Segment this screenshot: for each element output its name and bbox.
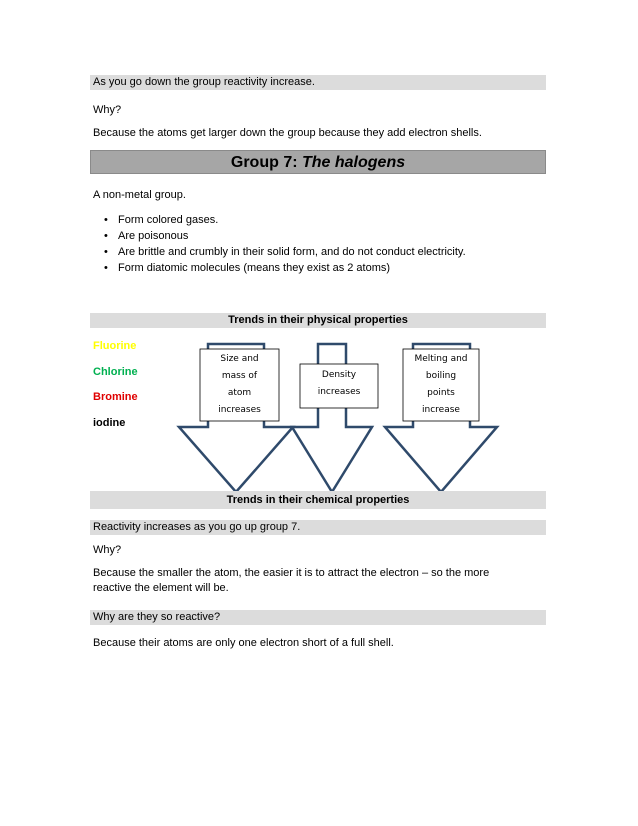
chemical-because-line-2: reactive the element will be. xyxy=(93,582,229,594)
title-prefix: Group 7: xyxy=(230,154,302,171)
list-item: • Are brittle and crumbly in their solid form, and do not conduct electricity. xyxy=(104,246,466,258)
intro-highlight-text: As you go down the group reactivity increase. xyxy=(93,76,315,88)
intro-because: Because the atoms get larger down the group because they add electron shells. xyxy=(93,127,482,139)
bullet-icon: • xyxy=(104,262,108,274)
list-item: • Form diatomic molecules (means they exist as 2 atoms) xyxy=(104,262,391,274)
group-description: A non-metal group. xyxy=(93,189,186,201)
bullet-icon: • xyxy=(104,214,108,226)
chemical-why: Why? xyxy=(93,544,122,556)
list-item: • Are poisonous xyxy=(104,230,189,242)
reactive-question: Why are they so reactive? xyxy=(93,611,221,623)
chemical-properties-heading: Trends in their chemical properties xyxy=(90,491,546,509)
element-iodine: iodine xyxy=(93,417,126,429)
bullet-icon: • xyxy=(104,230,108,242)
element-chlorine: Chlorine xyxy=(93,366,138,378)
intro-why: Why? xyxy=(93,104,122,116)
physical-properties-heading: Trends in their physical properties xyxy=(90,313,546,328)
arrow-label-density: Density increases xyxy=(317,370,361,397)
element-bromine: Bromine xyxy=(93,391,138,403)
chemical-because-line-1: Because the smaller the atom, the easier it is to attract the electron – so the more xyxy=(93,567,490,579)
bullet-icon: • xyxy=(104,246,108,258)
reactive-answer: Because their atoms are only one electron short of a full shell. xyxy=(93,637,394,649)
list-item: • Form colored gases. xyxy=(104,214,219,226)
arrow-label-size: Size and mass of atom increases xyxy=(218,354,261,415)
reactivity-highlight: Reactivity increases as you go up group 7. xyxy=(93,521,301,533)
element-fluorine: Fluorine xyxy=(93,340,137,352)
arrow-label-melting: Melting and boiling points increase xyxy=(414,354,468,415)
title-emphasis: The halogens xyxy=(301,154,406,171)
